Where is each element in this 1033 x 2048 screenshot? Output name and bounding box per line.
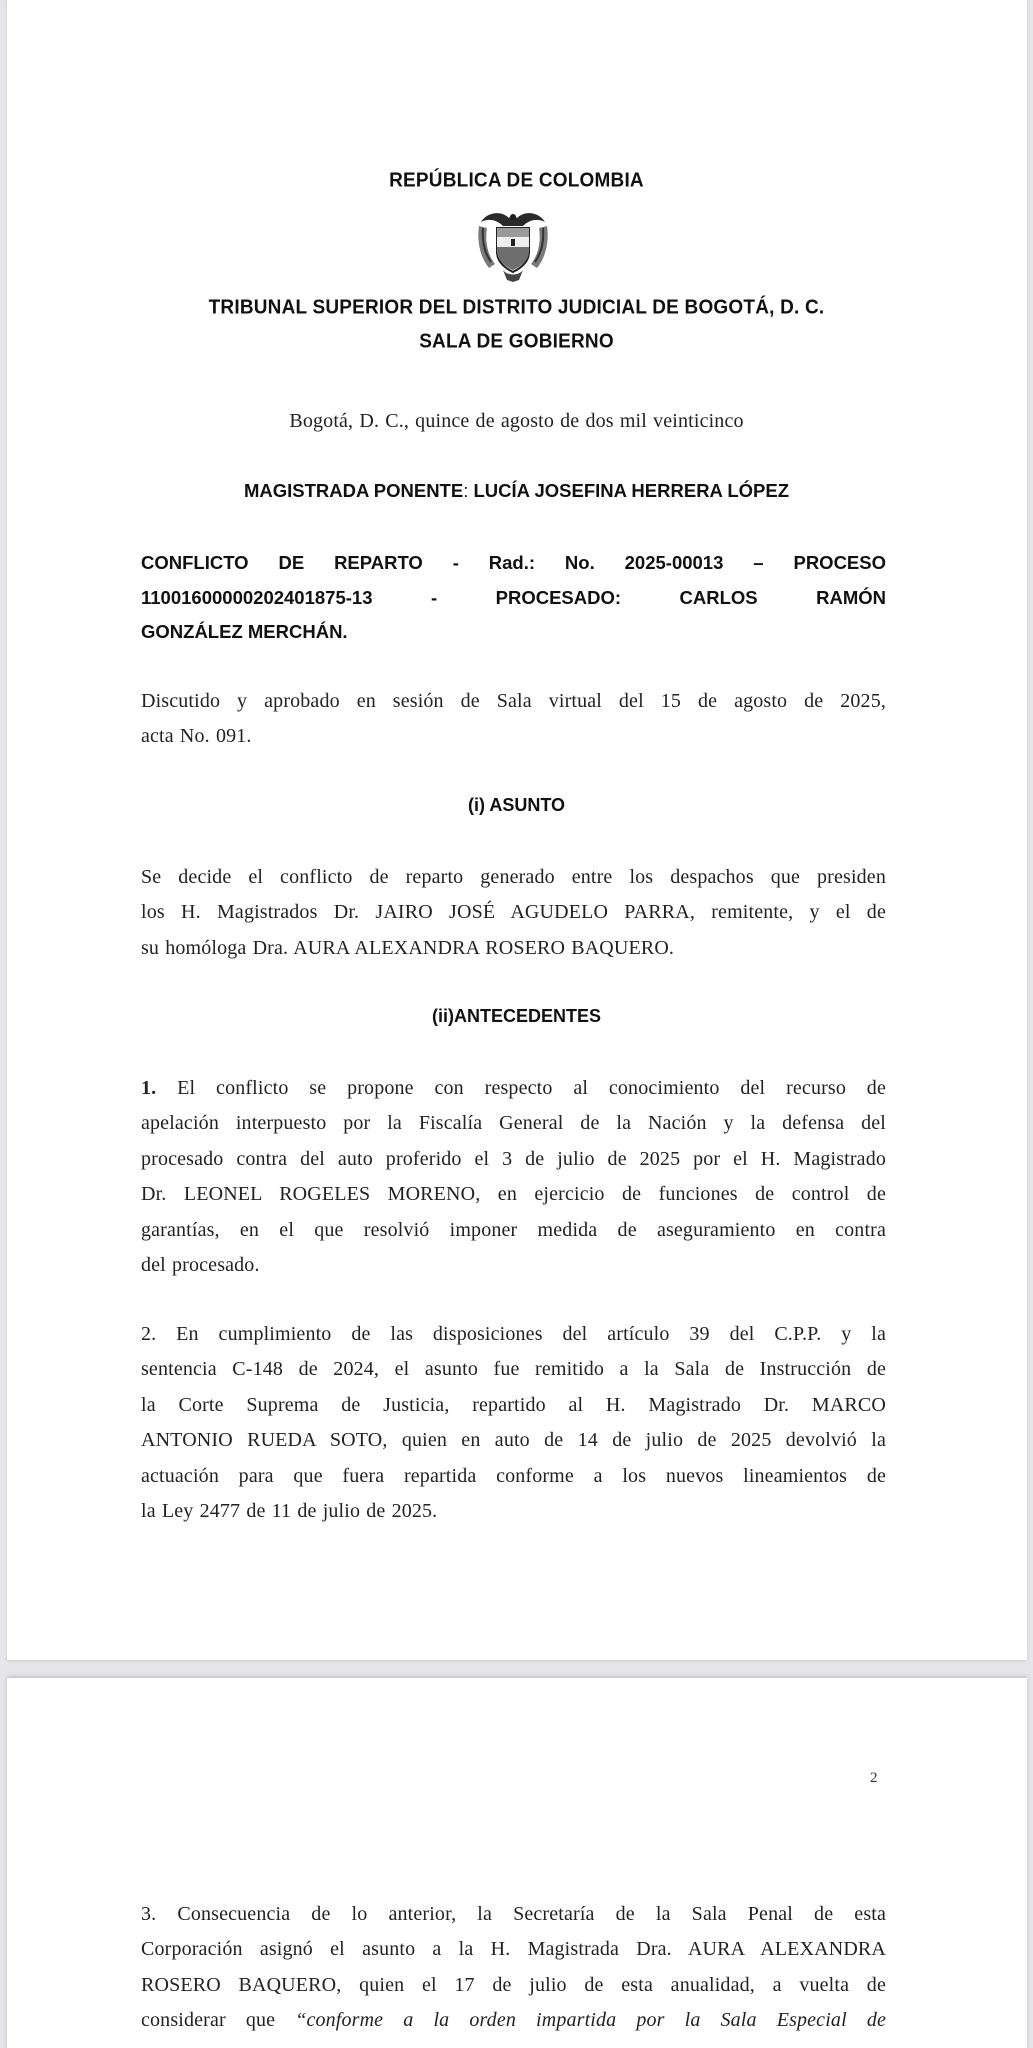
approval-paragraph: [141, 684, 886, 755]
case-reference-line: CONFLICTO DE REPARTO - Rad.: No. 2025-00013 – PROCESO: [141, 552, 886, 573]
antecedentes-paragraph-1: [141, 1071, 886, 1283]
date-line: Bogotá, D. C., quince de agosto de dos mil veinticinco: [289, 410, 744, 432]
asunto-line: Se decide el conflicto de reparto generado entre los despachos que presiden: [141, 866, 886, 888]
case-reference-line: GONZÁLEZ MERCHÁN.: [141, 621, 348, 642]
asunto-line: los H. Magistrados Dr. JAIRO JOSÉ AGUDELO PARRA, remitente, y el de: [141, 901, 886, 924]
paragraph-2-line: actuación para que fuera repartida conforme a los nuevos lineamientos de: [141, 1464, 886, 1487]
paragraph-2-line: sentencia C-148 de 2024, el asunto fue remitido a la Sala de Instrucción de: [141, 1358, 886, 1381]
asunto-line: su homóloga Dra. AURA ALEXANDRA ROSERO BAQUERO.: [141, 936, 675, 959]
paragraph-1-line: Dr. LEONEL ROGELES MORENO, en ejercicio de funciones de control de: [141, 1183, 886, 1206]
antecedentes-paragraph-2: [141, 1317, 886, 1529]
header-court: TRIBUNAL SUPERIOR DEL DISTRITO JUDICIAL DE BOGOTÁ, D. C.: [208, 296, 825, 319]
paragraph-1-line: del procesado.: [141, 1254, 260, 1277]
magistrate-separator: :: [463, 480, 469, 501]
magistrate-label: MAGISTRADA PONENTE: [243, 480, 464, 501]
paragraph-2-line: la Corte Suprema de Justicia, repartido al H. Magistrado Dr. MARCO: [141, 1393, 886, 1416]
antecedentes-paragraph-3: [141, 1897, 886, 2039]
paragraph-3-line: considerar que “conforme a la orden impartida por la Sala Especial de: [141, 2009, 886, 2032]
paragraph-1-line: 1. El conflicto se propone con respecto al conocimiento del recurso de: [141, 1077, 886, 1099]
approval-line: Discutido y aprobado en sesión de Sala virtual del 15 de agosto de 2025,: [141, 690, 886, 712]
quoted-text: “conforme a la orden impartida por la Sala Especial de: [295, 2009, 886, 2032]
paragraph-3-line: Corporación asignó el asunto a la H. Magistrada Dra. AURA ALEXANDRA: [141, 1938, 886, 1961]
paragraph-1-number: 1.: [141, 1077, 157, 1099]
case-reference-line: 11001600000202401875-13 - PROCESADO: CARLOS RAMÓN: [141, 586, 886, 608]
header-country: REPÚBLICA DE COLOMBIA: [389, 169, 644, 192]
section-i-heading: (i) ASUNTO: [468, 795, 565, 815]
paragraph-1-line: procesado contra del auto proferido el 3 de julio de 2025 por el H. Magistrado: [141, 1147, 886, 1170]
paragraph-3-line: ROSERO BAQUERO, quien el 17 de julio de esta anualidad, a vuelta de: [141, 1973, 886, 1996]
paragraph-2-line: ANTONIO RUEDA SOTO, quien en auto de 14 de julio de 2025 devolvió la: [141, 1429, 886, 1452]
page-number: 2: [870, 1770, 878, 1786]
asunto-paragraph: [141, 860, 886, 966]
section-ii-heading: (ii)ANTECEDENTES: [431, 1006, 601, 1026]
case-reference: [141, 546, 886, 650]
magistrate-line: [0, 480, 1033, 502]
paragraph-1-line: apelación interpuesto por la Fiscalía General de la Nación y la defensa del: [141, 1112, 886, 1135]
approval-line: acta No. 091.: [141, 725, 252, 748]
paragraph-2-line: la Ley 2477 de 11 de julio de 2025.: [141, 1500, 438, 1523]
coat-of-arms-icon: [473, 208, 553, 284]
paragraph-1-line: garantías, en el que resolvió imponer medida de aseguramiento en contra: [141, 1218, 886, 1241]
paragraph-3-line: 3. Consecuencia de lo anterior, la Secretaría de la Sala Penal de esta: [141, 1903, 886, 1925]
header-chamber: SALA DE GOBIERNO: [419, 330, 614, 353]
magistrate-name: LUCÍA JOSEFINA HERRERA LÓPEZ: [473, 480, 790, 501]
paragraph-2-line: 2. En cumplimiento de las disposiciones del artículo 39 del C.P.P. y la: [141, 1323, 886, 1345]
